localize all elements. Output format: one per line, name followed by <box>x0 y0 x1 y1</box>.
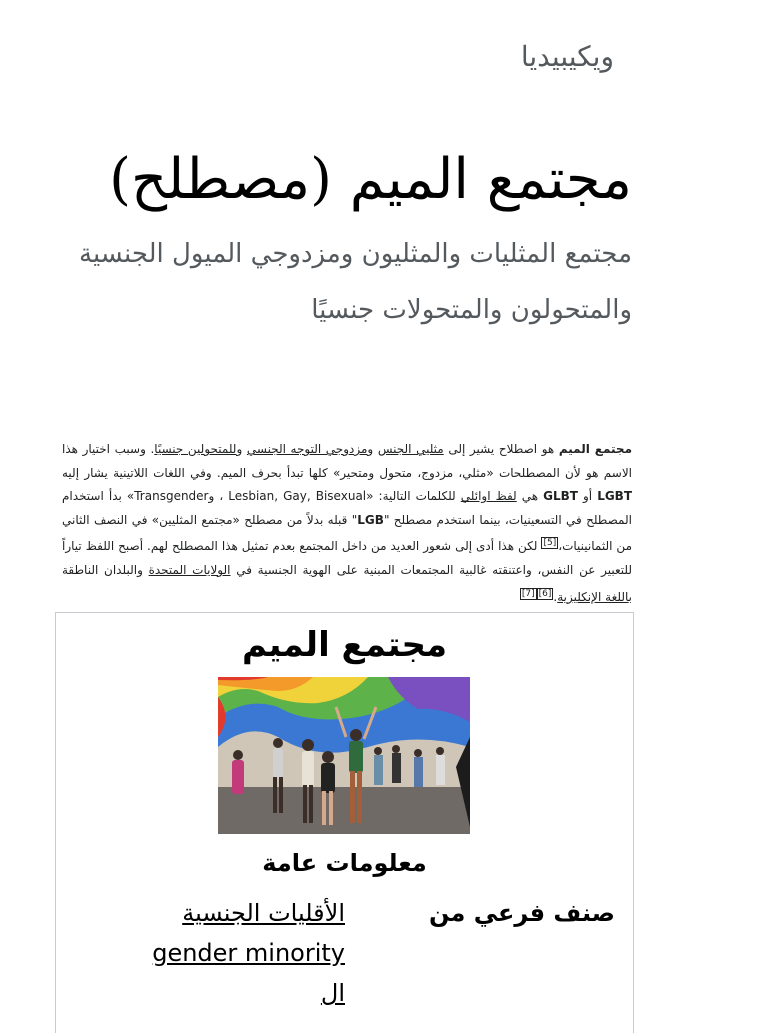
para-text: أو <box>577 489 598 504</box>
link-gender-minority[interactable]: gender minority <box>152 939 345 967</box>
intro-paragraph <box>62 438 632 609</box>
para-text: والبلدان الناطقة ب <box>62 562 632 604</box>
link-united-states[interactable]: الولايات المتحدة <box>148 562 231 577</box>
para-text: و <box>236 442 247 456</box>
citation-link[interactable]: [6] <box>538 588 552 599</box>
link-english-language[interactable]: اللغة الإنكليزية <box>557 589 629 604</box>
citation-7[interactable] <box>520 588 537 600</box>
para-text: هو اصطلاح يشير إلى <box>443 442 559 456</box>
infobox-section-heading: معلومات عامة <box>262 849 427 877</box>
term-lgb: LGB <box>357 512 384 527</box>
infobox-row-label: صنف فرعي من <box>428 899 615 927</box>
pride-parade-photo <box>218 677 470 834</box>
link-gay[interactable]: مثليي الجنس <box>377 442 444 456</box>
link-bisexual[interactable]: مزدوجي التوجه الجنسي <box>246 442 368 456</box>
term-lgbt: LGBT <box>597 489 633 504</box>
citation-link[interactable]: [7] <box>521 588 535 599</box>
link-sexual-minorities[interactable]: الأقليات الجنسية <box>182 899 345 927</box>
para-text: . <box>553 589 558 604</box>
page-title: مجتمع الميم (مصطلح) <box>109 147 632 212</box>
citation-link[interactable]: [5] <box>543 538 557 549</box>
para-text: " قبله بدلاً من مصطلح «مجتمع المثليين» في النصف الثاني من الثمانينيات، <box>62 512 632 554</box>
para-text: للكلمات التالية: «Lesbian, Gay, Bisexual ، وTransgender» بدأ استخدام المصطلح في التسعينيات، بينما استخدم مصطلح " <box>62 489 632 527</box>
infobox-row-value <box>152 893 345 1007</box>
term-bold: مجتمع الميم <box>558 442 633 456</box>
link-acronym[interactable]: لفظ اوائلي <box>460 489 517 504</box>
page-subtitle: مجتمع المثليات والمثليون ومزدوجي الميول الجنسية والمتحولون والمتحولات جنسيًا <box>79 239 632 325</box>
para-text: . وسبب اختيار هذا الاسم هو لأن المصطلحات «مثلي، مزدوج، متحول ومتحير» كلها تبدأ بحرف الميم. وفي اللغات اللاتينية يشار إليه <box>62 442 632 480</box>
para-text: هي <box>516 489 544 504</box>
link-truncated[interactable]: ال <box>320 979 345 1007</box>
infobox <box>55 612 634 1033</box>
para-text: و <box>367 442 378 456</box>
infobox-image-pride-parade[interactable] <box>218 677 470 834</box>
para-text: لكن هذا أدى إلى شعور العديد من داخل المجتمع بعدم تمثيل هذا المصطلح لهم. أصبح اللفظ تياراً للتعبير عن النفس، واعتنقته غالبية المجتمعات المبنية على الهوية الجنسية في <box>62 539 632 577</box>
wikipedia-wordmark[interactable]: ويكيبيديا <box>520 40 614 73</box>
term-glbt: GLBT <box>543 489 578 504</box>
link-transgender[interactable]: للمتحولين جنسيًا <box>154 442 237 456</box>
citation-6[interactable] <box>537 588 554 600</box>
infobox-title: مجتمع الميم <box>241 625 448 665</box>
citation-5[interactable] <box>541 537 558 549</box>
